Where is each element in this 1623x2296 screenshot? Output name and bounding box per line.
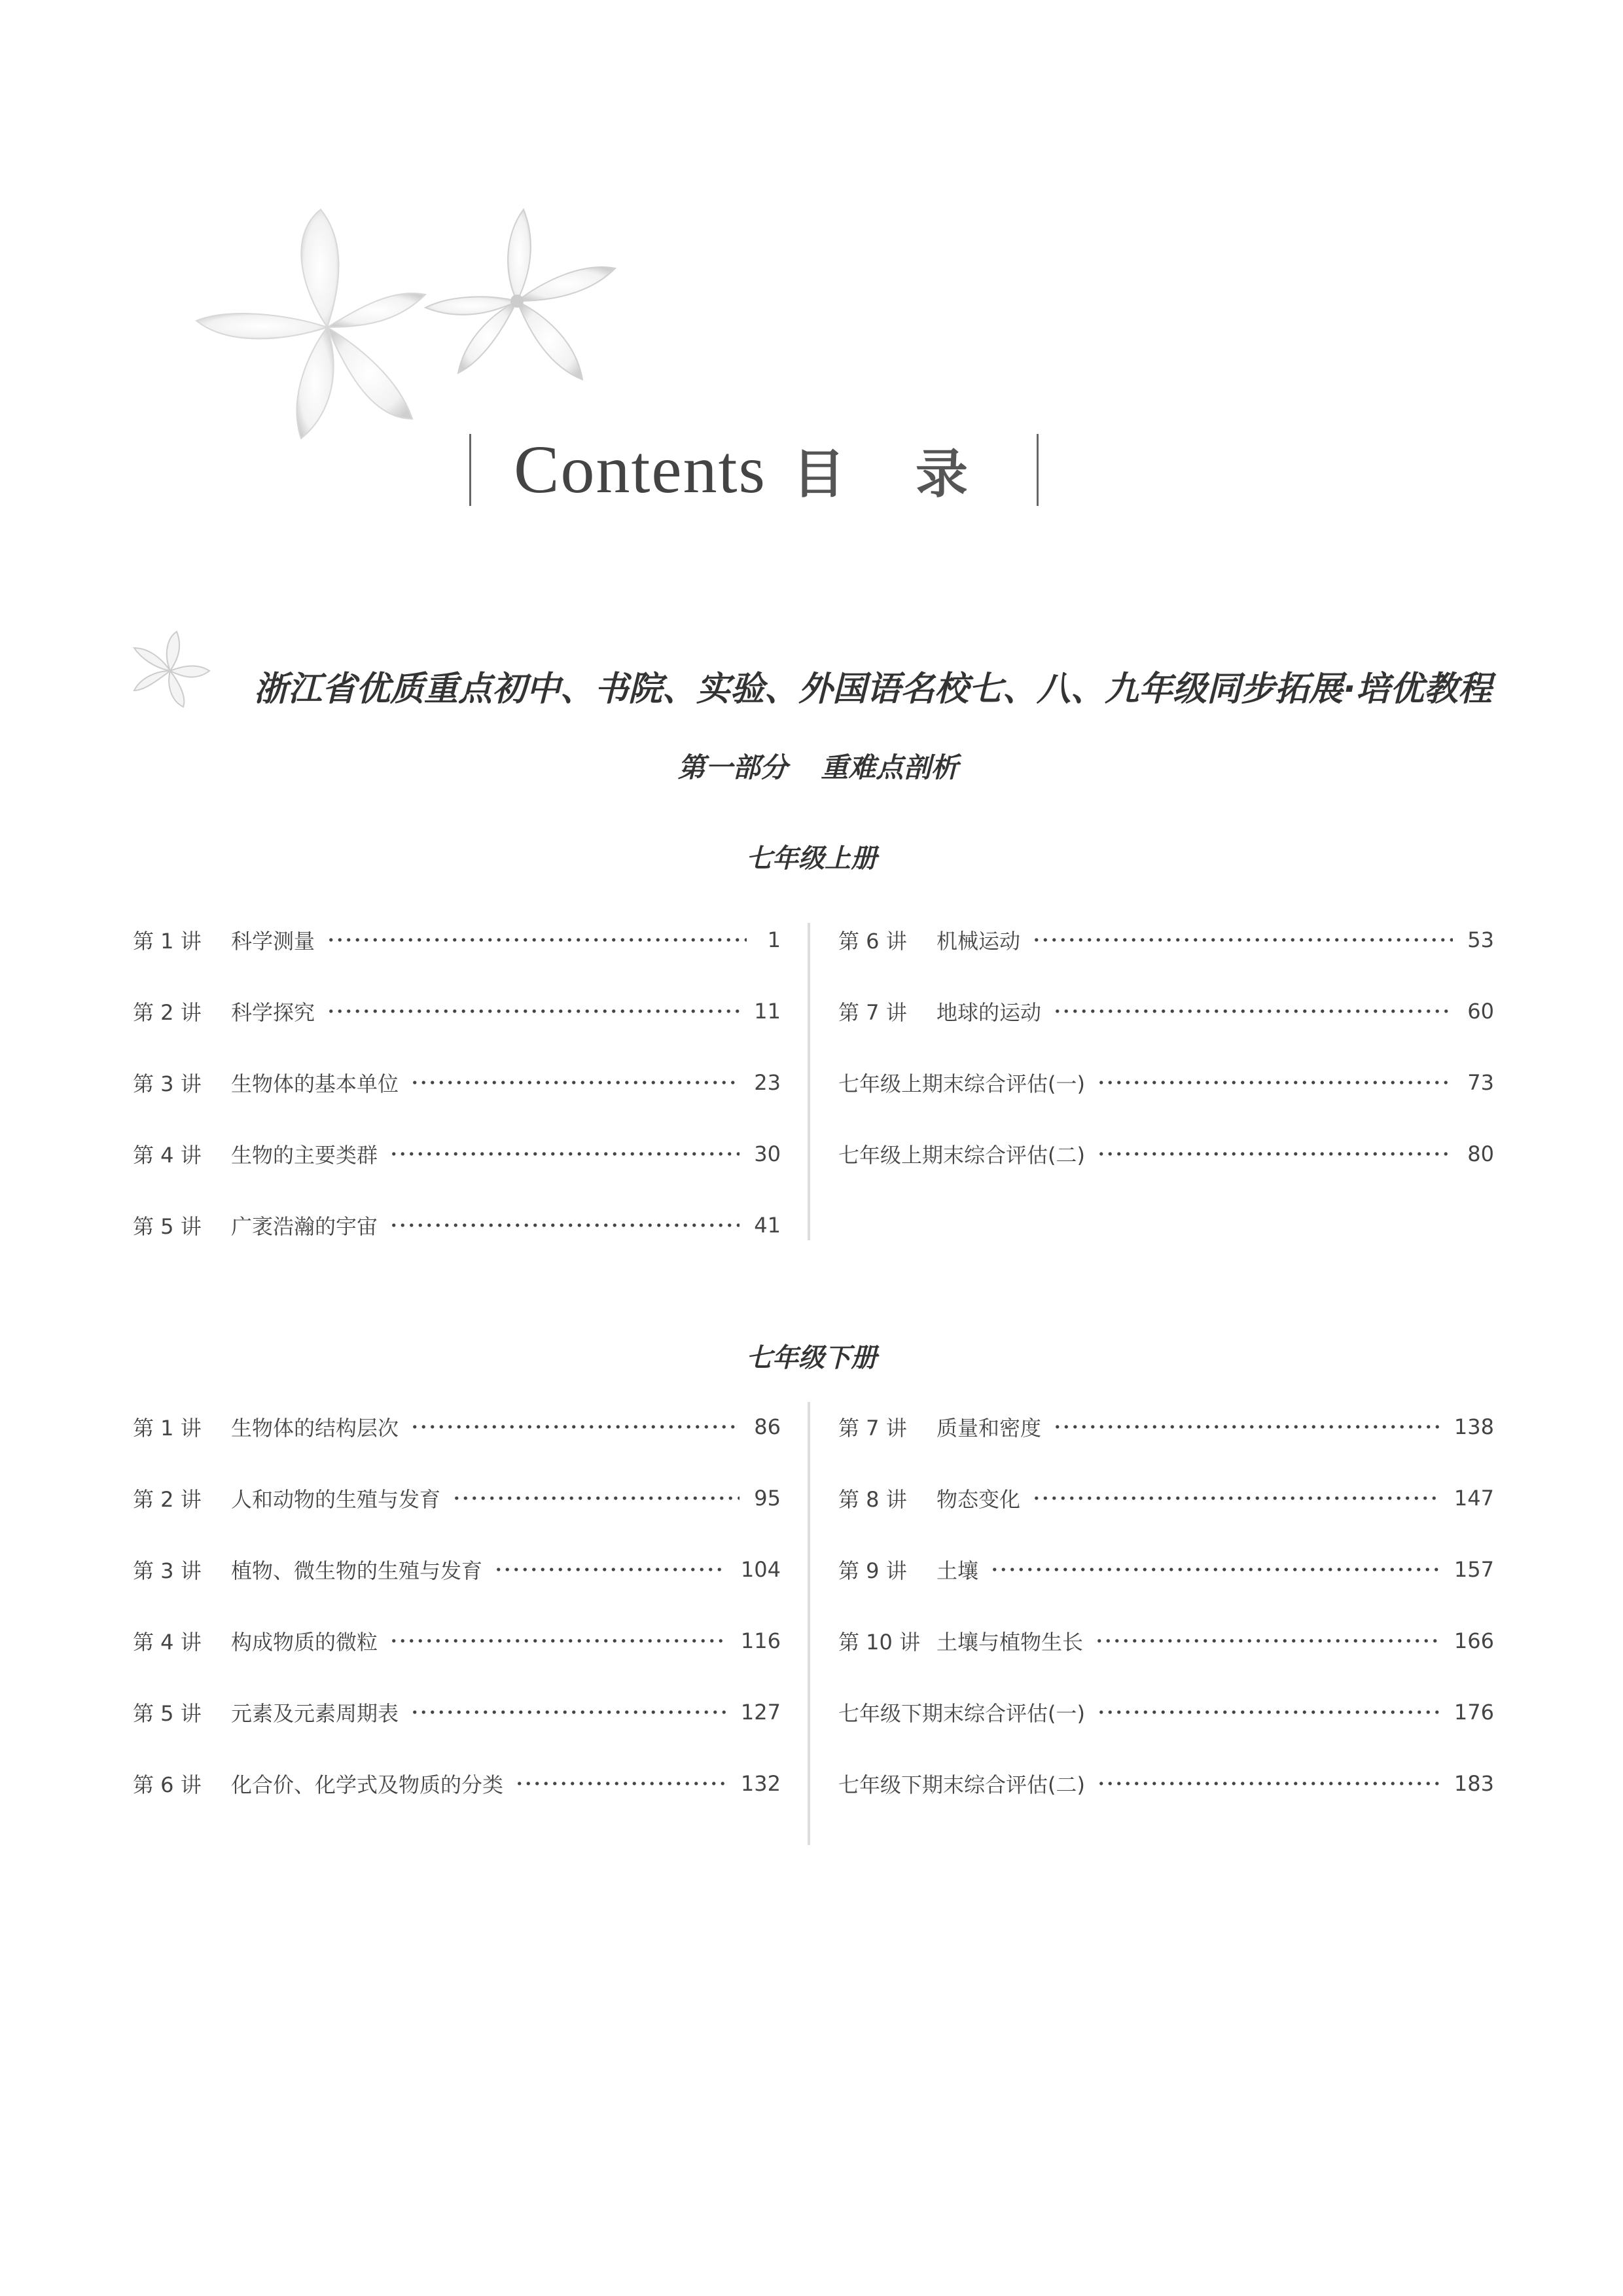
lecture-number: 第 6 讲 [838, 929, 907, 954]
entry-title: 七年级上期末综合评估(二) [838, 1143, 1085, 1168]
dot-leader [1097, 1152, 1453, 1156]
toc-entry[interactable] [133, 1209, 781, 1242]
lecture-number: 第 3 讲 [133, 1558, 202, 1583]
dot-leader [494, 1568, 726, 1571]
toc-entry[interactable] [838, 995, 1494, 1028]
toc-entry[interactable] [133, 924, 781, 956]
dot-leader [327, 938, 747, 942]
dot-leader [1032, 938, 1453, 942]
dot-leader [1032, 1496, 1440, 1500]
entry-title: 构成物质的微粒 [231, 1630, 378, 1655]
page-number: 147 [1454, 1486, 1494, 1511]
lecture-number: 第 1 讲 [133, 929, 202, 954]
entry-title: 土壤与植物生长 [936, 1630, 1084, 1655]
dot-leader [1053, 1425, 1440, 1429]
book-title: 浙江省优质重点初中、书院、实验、外国语名校七、八、九年级同步拓展·培优教程 [254, 670, 1492, 709]
entry-title: 化合价、化学式及物质的分类 [231, 1772, 504, 1797]
dot-leader [410, 1710, 726, 1714]
entry-title: 物态变化 [936, 1487, 1021, 1512]
lecture-number: 第 1 讲 [133, 1416, 202, 1441]
lecture-number: 第 6 讲 [133, 1772, 202, 1797]
page-number: 176 [1454, 1700, 1494, 1725]
contents-heading [469, 429, 1039, 511]
lecture-number: 第 5 讲 [133, 1701, 202, 1726]
page-number: 116 [740, 1628, 781, 1653]
entry-title: 土壤 [936, 1558, 979, 1583]
page-number: 95 [754, 1486, 781, 1511]
toc-entry[interactable] [133, 1482, 781, 1515]
entry-title: 地球的运动 [936, 1000, 1042, 1025]
toc-entry[interactable] [133, 1553, 781, 1586]
dot-leader [990, 1568, 1440, 1571]
toc-entry[interactable] [133, 1138, 781, 1170]
volume-title: 七年级下册 [746, 1343, 877, 1373]
page-number: 86 [754, 1414, 781, 1439]
toc-entry[interactable] [133, 1410, 781, 1443]
dot-leader [389, 1152, 740, 1156]
dot-leader [1097, 1710, 1440, 1714]
page-number: 1 [767, 927, 781, 952]
page-number: 41 [754, 1213, 781, 1238]
lecture-number: 第 2 讲 [133, 1000, 202, 1025]
column-divider [808, 1402, 810, 1845]
toc-entry[interactable] [838, 1624, 1494, 1657]
toc-entry[interactable] [838, 1410, 1494, 1443]
part-name: 重难点剖析 [821, 751, 959, 783]
entry-title: 元素及元素周期表 [231, 1701, 399, 1726]
entry-title: 七年级上期末综合评估(一) [838, 1071, 1085, 1096]
entry-title: 科学测量 [231, 929, 315, 954]
dot-leader [389, 1223, 740, 1227]
page-number: 60 [1467, 999, 1494, 1024]
toc-entry[interactable] [838, 1138, 1494, 1170]
page-number: 30 [754, 1141, 781, 1166]
page-number: 127 [740, 1700, 781, 1725]
page-number: 11 [754, 999, 781, 1024]
column-divider [808, 923, 810, 1240]
dot-leader [389, 1639, 726, 1643]
toc-entry[interactable] [838, 1696, 1494, 1729]
toc-entry[interactable] [838, 1553, 1494, 1586]
dot-leader [410, 1425, 740, 1429]
entry-title: 科学探究 [231, 1000, 315, 1025]
entry-title: 生物体的基本单位 [231, 1071, 399, 1096]
entry-title: 广袤浩瀚的宇宙 [231, 1214, 378, 1239]
lecture-number: 第 9 讲 [838, 1558, 907, 1583]
toc-entry[interactable] [838, 1066, 1494, 1099]
part-label: 第一部分 [677, 751, 788, 783]
toc-entry[interactable] [133, 995, 781, 1028]
lecture-number: 第 5 讲 [133, 1214, 202, 1239]
toc-entry[interactable] [133, 1066, 781, 1099]
lecture-number: 第 4 讲 [133, 1630, 202, 1655]
toc-entry[interactable] [838, 1767, 1494, 1800]
page-number: 80 [1467, 1141, 1494, 1166]
page-number: 53 [1467, 927, 1494, 952]
page-number: 183 [1454, 1771, 1494, 1796]
dot-leader [1097, 1081, 1453, 1085]
page-number: 73 [1467, 1070, 1494, 1095]
mulu-word: 目 录 [792, 444, 994, 505]
toc-entry[interactable] [133, 1696, 781, 1729]
page-number: 104 [740, 1557, 781, 1582]
dot-leader [1053, 1009, 1453, 1013]
entry-title: 植物、微生物的生殖与发育 [231, 1558, 483, 1583]
page-number: 157 [1454, 1557, 1494, 1582]
entry-title: 生物体的结构层次 [231, 1416, 399, 1441]
dot-leader [1095, 1639, 1440, 1643]
lecture-number: 第 8 讲 [838, 1487, 907, 1512]
contents-word: Contents [514, 432, 766, 507]
heading-bar-right [1037, 434, 1039, 506]
dot-leader [327, 1009, 740, 1013]
toc-entry[interactable] [133, 1767, 781, 1800]
dot-leader [410, 1081, 740, 1085]
lecture-number: 第 3 讲 [133, 1071, 202, 1096]
page-number: 166 [1454, 1628, 1494, 1653]
lecture-number: 第 10 讲 [838, 1630, 921, 1655]
heading-bar-left [469, 434, 471, 506]
toc-entry[interactable] [133, 1624, 781, 1657]
volume-title: 七年级上册 [746, 844, 877, 874]
lecture-number: 第 7 讲 [838, 1416, 907, 1441]
entry-title: 质量和密度 [936, 1416, 1042, 1441]
entry-title: 生物的主要类群 [231, 1143, 378, 1168]
entry-title: 七年级下期末综合评估(二) [838, 1772, 1085, 1797]
lecture-number: 第 2 讲 [133, 1487, 202, 1512]
entry-title: 机械运动 [936, 929, 1021, 954]
toc-entry[interactable] [838, 924, 1494, 956]
page-number: 23 [754, 1070, 781, 1095]
dot-leader [452, 1496, 740, 1500]
lecture-number: 第 4 讲 [133, 1143, 202, 1168]
part-title [0, 746, 1623, 785]
dot-leader [515, 1782, 726, 1785]
page-number: 132 [740, 1771, 781, 1796]
lecture-number: 第 7 讲 [838, 1000, 907, 1025]
dot-leader [1097, 1782, 1440, 1785]
toc-entry[interactable] [838, 1482, 1494, 1515]
entry-title: 七年级下期末综合评估(一) [838, 1701, 1085, 1726]
page-number: 138 [1454, 1414, 1494, 1439]
entry-title: 人和动物的生殖与发育 [231, 1487, 441, 1512]
small-flower-icon [128, 628, 213, 713]
flower-decoration [164, 196, 661, 458]
